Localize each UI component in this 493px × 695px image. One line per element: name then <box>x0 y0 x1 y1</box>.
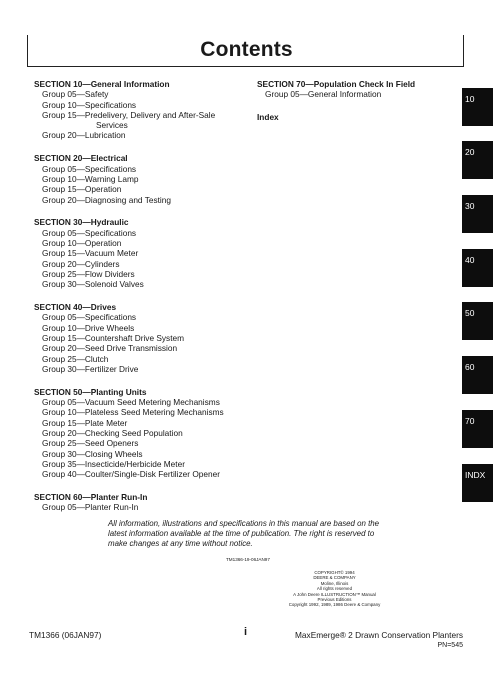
section-title[interactable]: SECTION 20—Electrical <box>34 153 128 164</box>
group-label: Group 15—Vacuum Meter <box>42 248 139 259</box>
toc-group-item[interactable] <box>34 312 249 322</box>
toc-group-item[interactable] <box>34 449 249 459</box>
toc-section <box>257 79 457 100</box>
group-label-continuation: Services <box>96 120 128 131</box>
toc-group-item[interactable] <box>34 438 249 448</box>
group-label: Group 15—Countershaft Drive System <box>42 333 185 344</box>
index-entry[interactable]: Index <box>257 112 279 123</box>
toc-group-item[interactable] <box>257 89 457 99</box>
disclaimer-notice: All information, illustrations and specifications in this manual are based on the latest information available at the time of publication. The right is reserved to make changes at any time without notice. <box>108 519 380 548</box>
group-label: Group 05—Vacuum Seed Metering Mechanisms <box>42 397 220 408</box>
group-label: Group 20—Checking Seed Population <box>42 427 183 438</box>
toc-section <box>34 153 249 204</box>
toc-group-item[interactable] <box>34 323 249 333</box>
toc-section <box>34 217 249 289</box>
toc-group-item[interactable] <box>34 164 249 174</box>
toc-group-item[interactable] <box>34 184 249 194</box>
group-label: Group 20—Lubrication <box>42 130 126 141</box>
section-tab[interactable]: 30 <box>462 195 493 233</box>
section-title[interactable]: SECTION 70—Population Check In Field <box>257 79 416 89</box>
group-label: Group 05—Specifications <box>42 312 137 323</box>
toc-group-item[interactable] <box>34 248 249 258</box>
group-label: Group 05—General Information <box>265 89 382 100</box>
toc-group-item[interactable] <box>34 228 249 238</box>
copyright-line: Moline, Illinois <box>320 580 349 586</box>
section-tab[interactable]: INDX <box>462 464 493 502</box>
section-title[interactable]: SECTION 30—Hydraulic <box>34 217 129 228</box>
copyright-line: DEERE & COMPANY <box>313 575 356 581</box>
toc-group-item[interactable] <box>34 195 249 205</box>
group-label: Group 10—Warning Lamp <box>42 173 139 184</box>
section-title[interactable]: SECTION 50—Planting Units <box>34 386 147 397</box>
page-title: Contents <box>200 38 293 61</box>
section-tab[interactable]: 70 <box>462 410 493 448</box>
toc-group-item[interactable] <box>34 238 249 248</box>
toc-group-item[interactable] <box>34 100 249 110</box>
toc-group-item[interactable] <box>34 407 249 417</box>
copyright-line: A John Deere ILLUSTRUCTION™ Manual <box>293 591 376 597</box>
footer-pn: PN=545 <box>437 642 463 649</box>
copyright-line: Copyright 1992, 1989, 1986 Deere & Company <box>288 602 381 608</box>
copyright-line: COPYRIGHT© 1994 <box>314 570 355 575</box>
group-label: Group 25—Flow Dividers <box>42 268 135 279</box>
toc-group-item[interactable] <box>34 269 249 279</box>
group-label: Group 15—Predelivery, Delivery and After-Sale <box>42 109 216 120</box>
toc-section <box>34 302 249 374</box>
copyright-line: All rights reserved <box>316 586 353 592</box>
group-label: Group 10—Plateless Seed Metering Mechanisms <box>42 407 224 418</box>
group-label: Group 05—Safety <box>42 89 109 100</box>
footer-page-number: i <box>244 626 248 638</box>
toc-group-item[interactable] <box>34 259 249 269</box>
group-label: Group 30—Closing Wheels <box>42 448 143 459</box>
copyright-line: Previous Editions <box>317 597 352 603</box>
toc-group-item[interactable] <box>34 130 249 140</box>
group-label: Group 25—Seed Openers <box>42 438 139 449</box>
group-label: Group 25—Clutch <box>42 353 109 364</box>
section-tab[interactable]: 20 <box>462 141 493 179</box>
toc-group-item[interactable] <box>34 364 249 374</box>
toc-group-item[interactable] <box>34 418 249 428</box>
group-label: Group 30—Solenoid Valves <box>42 279 144 290</box>
group-label: Group 20—Seed Drive Transmission <box>42 343 178 354</box>
group-label: Group 15—Plate Meter <box>42 417 128 428</box>
group-label: Group 10—Drive Wheels <box>42 322 135 333</box>
group-label: Group 20—Cylinders <box>42 258 120 269</box>
toc-group-item[interactable] <box>34 279 249 289</box>
group-label: Group 10—Operation <box>42 238 122 249</box>
section-tab[interactable]: 60 <box>462 356 493 394</box>
header-rule-bottom <box>27 66 464 67</box>
toc-group-item[interactable] <box>34 459 249 469</box>
section-tab[interactable]: 40 <box>462 249 493 287</box>
group-label: Group 05—Specifications <box>42 227 137 238</box>
toc-section <box>34 79 249 141</box>
footer-manual-title: MaxEmerge® 2 Drawn Conservation Planters <box>295 630 463 640</box>
section-title[interactable]: SECTION 10—General Information <box>34 79 170 89</box>
copyright-block <box>272 570 397 608</box>
toc-group-item[interactable] <box>34 343 249 353</box>
toc-group-item[interactable] <box>34 397 249 407</box>
toc-right-column <box>257 79 457 122</box>
toc-group-item[interactable] <box>34 174 249 184</box>
section-tab[interactable]: 10 <box>462 88 493 126</box>
toc-left-column <box>34 79 249 525</box>
group-label: Group 30—Fertilizer Drive <box>42 363 139 374</box>
toc-group-item[interactable] <box>34 354 249 364</box>
toc-group-item[interactable] <box>34 428 249 438</box>
group-label: Group 10—Specifications <box>42 99 137 110</box>
group-label: Group 05—Planter Run-In <box>42 502 139 513</box>
footer-manual-id: TM1366 (06JAN97) <box>29 630 102 640</box>
section-title[interactable]: SECTION 40—Drives <box>34 302 117 313</box>
toc-group-item[interactable] <box>34 469 249 479</box>
toc-section <box>34 387 249 480</box>
toc-group-item[interactable] <box>34 110 249 131</box>
document-code: TM1366-19-06JAN97 <box>226 557 270 562</box>
toc-section <box>34 492 249 513</box>
group-label: Group 40—Coulter/Single-Disk Fertilizer Opener <box>42 469 220 480</box>
toc-group-item[interactable] <box>34 333 249 343</box>
toc-group-item[interactable] <box>34 89 249 99</box>
section-tab[interactable]: 50 <box>462 302 493 340</box>
section-title[interactable]: SECTION 60—Planter Run-In <box>34 492 148 503</box>
group-label: Group 05—Specifications <box>42 163 137 174</box>
group-label: Group 35—Insecticide/Herbicide Meter <box>42 458 185 469</box>
toc-group-item[interactable] <box>34 502 249 512</box>
group-label: Group 20—Diagnosing and Testing <box>42 194 171 205</box>
group-label: Group 15—Operation <box>42 184 122 195</box>
